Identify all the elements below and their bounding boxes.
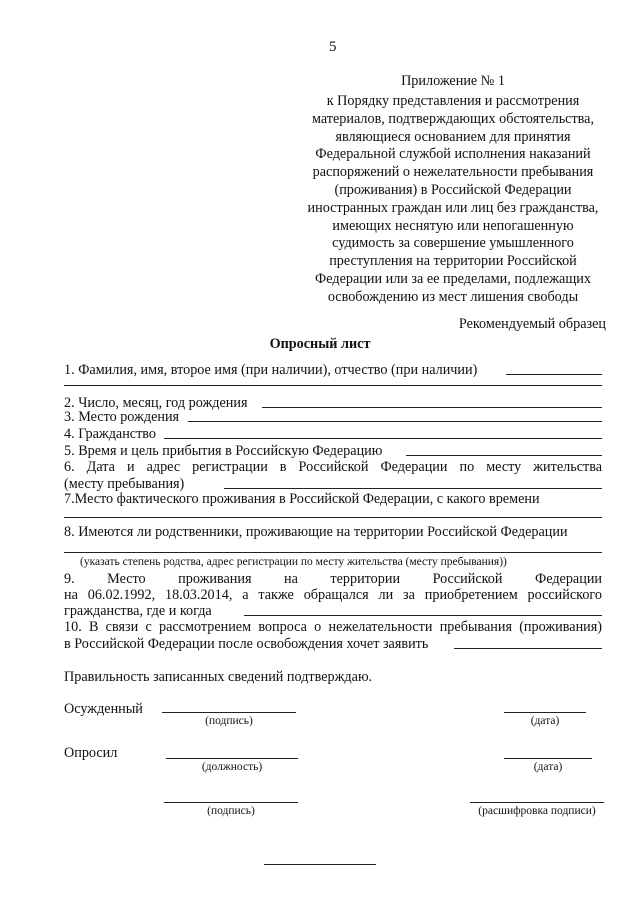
interviewer-signature-field[interactable] (164, 802, 298, 803)
interviewer-date-field[interactable] (504, 758, 592, 759)
item-5-field[interactable] (406, 455, 602, 456)
item-10-label: 10. В связи с рассмотрением вопроса о нежелательности пребывания (проживания) (64, 619, 602, 635)
confirm-text: Правильность записанных сведений подтверждаю. (64, 669, 373, 685)
appendix-text (300, 94, 606, 308)
item-6-field[interactable] (224, 488, 602, 489)
convicted-date-field[interactable] (504, 712, 586, 713)
appendix-line: материалов, подтверждающих обстоятельства, (311, 110, 595, 127)
item-8-label: 8. Имеются ли родственники, проживающие на территории Российской Федерации (64, 524, 568, 540)
interviewer-signature-caption: (подпись) (207, 805, 255, 817)
appendix-line: иностранных граждан или лиц без гражданства, (307, 199, 599, 216)
convicted-label: Осужденный (64, 701, 143, 717)
convicted-signature-caption: (подпись) (205, 715, 253, 727)
item-6-label-cont: (месту пребывания) (64, 476, 185, 492)
appendix-title: Приложение № 1 (401, 73, 505, 89)
decoding-field[interactable] (470, 802, 604, 803)
appendix-line: (проживания) в Российской Федерации (334, 181, 572, 198)
item-9-label-end: гражданства, где и когда (64, 603, 212, 619)
item-6-label: 6. Дата и адрес регистрации в Российской Федерации по месту жительства (64, 459, 602, 475)
appendix-line: освобождению из мест лишения свободы (327, 288, 579, 305)
item-8-hint: (указать степень родства, адрес регистрации по месту жительства (месту пребывания)) (80, 556, 507, 568)
convicted-signature-field[interactable] (162, 712, 296, 713)
recommended-label: Рекомендуемый образец (458, 316, 606, 332)
interviewer-position-caption: (должность) (201, 761, 263, 773)
item-1-label: 1. Фамилия, имя, второе имя (при наличии), отчество (при наличии) (64, 362, 478, 378)
item-4-label: 4. Гражданство (64, 426, 156, 442)
item-7-field[interactable] (64, 517, 602, 518)
appendix-line: Федеральной службой исполнения наказаний (315, 146, 591, 163)
item-3-label: 3. Место рождения (64, 409, 180, 425)
item-9-label: 9. Место проживания на территории Российской Федерации (64, 571, 602, 587)
appendix-line: распоряжений о нежелательности пребывания (312, 164, 594, 181)
appendix-line: судимость за совершение умышленного (332, 235, 574, 252)
interviewer-date-caption: (дата) (533, 761, 563, 773)
item-1-field-extra[interactable] (64, 385, 602, 386)
appendix-line: к Порядку представления и рассмотрения (326, 93, 580, 109)
item-4-field[interactable] (164, 438, 602, 439)
item-3-field[interactable] (188, 421, 602, 422)
item-2-field[interactable] (262, 407, 602, 408)
decoding-caption: (расшифровка подписи) (478, 805, 596, 817)
item-10-field[interactable] (454, 648, 602, 649)
item-2-label: 2. Число, месяц, год рождения (64, 395, 248, 411)
bottom-separator (264, 864, 376, 865)
interviewer-position-field[interactable] (166, 758, 298, 759)
appendix-line: являющиеся основанием для принятия (335, 128, 571, 145)
item-1-field[interactable] (506, 374, 602, 375)
appendix-line: Федерации или за ее пределами, подлежащих (315, 270, 591, 287)
item-9-field[interactable] (244, 615, 602, 616)
form-title: Опросный лист (269, 336, 371, 352)
convicted-date-caption: (дата) (530, 715, 560, 727)
item-8-field[interactable] (64, 552, 602, 553)
interviewer-label: Опросил (64, 745, 118, 761)
page-number: 5 (329, 39, 337, 55)
item-10-label-cont: в Российской Федерации после освобождения хочет заявить (64, 636, 429, 652)
item-7-label: 7.Место фактического проживания в Российской Федерации, с какого времени (64, 491, 540, 507)
item-5-label: 5. Время и цель прибытия в Российскую Федерацию (64, 443, 383, 459)
appendix-line: имеющих неснятую или непогашенную (332, 217, 574, 234)
item-9-label-cont: на 06.02.1992, 18.03.2014, а также обращался ли за приобретением российского (64, 587, 602, 603)
appendix-line: преступления на территории Российской (329, 253, 577, 270)
